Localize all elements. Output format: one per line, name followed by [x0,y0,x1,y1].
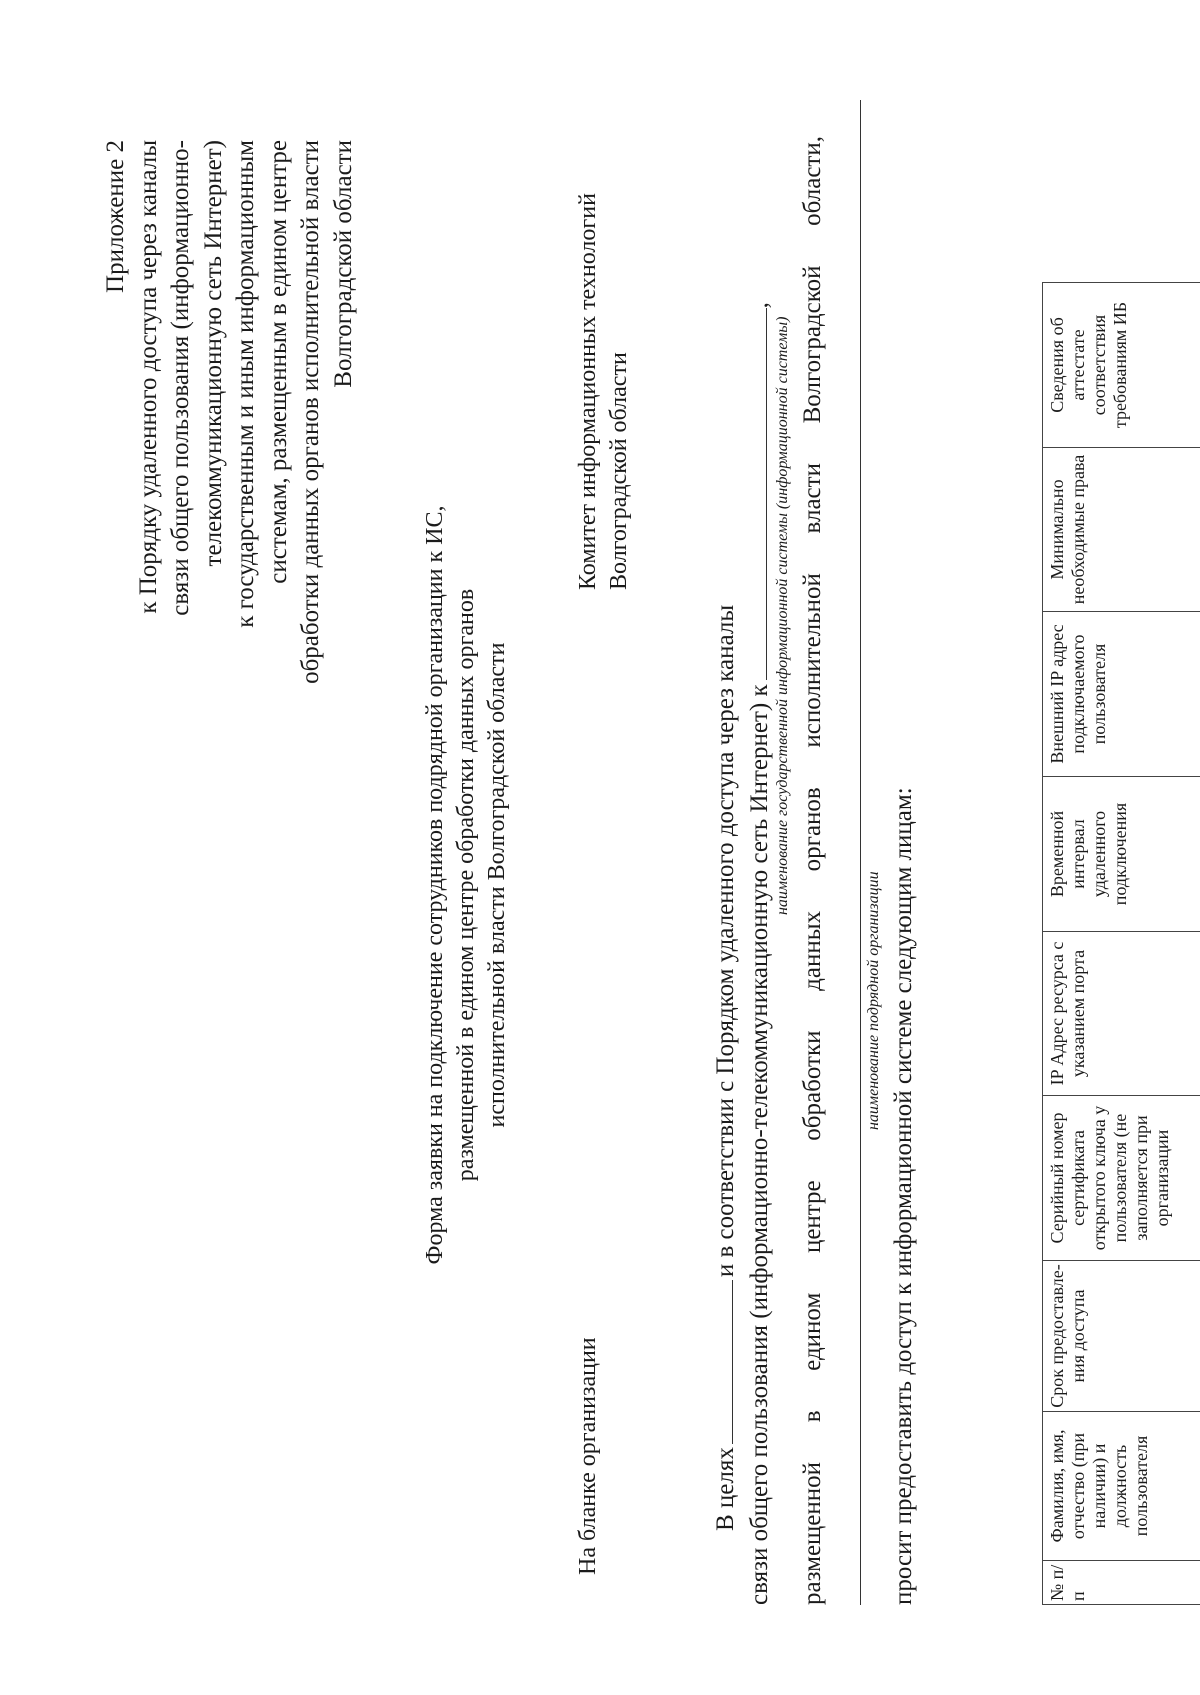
purpose-blank[interactable] [708,1280,733,1444]
body-word: в [799,1410,826,1423]
letterhead-note: На бланке организации [575,1337,601,1575]
addressee-block [573,120,635,590]
col-access-period: Срок предоставле-ния доступа [1043,1261,1200,1412]
appendix-line: Приложение 2 [102,140,129,293]
appendix-line: к государственным и иным информационным [232,140,259,628]
system-name-blank[interactable] [742,308,767,680]
table-header-row [1043,283,1200,1605]
caption-contractor-name: наименование подрядной организации [865,871,882,1130]
appendix-line: обработки данных органов исполнительной власти [297,140,324,684]
caption-system-name: наименование государственной информационной системы (информационной системы) [774,316,791,915]
appendix-line: к Порядку удаленного доступа через каналы [134,140,162,614]
body-line-2 [742,105,777,1605]
col-external-ip: Внешний IP адрес подключаемого пользователя [1043,612,1200,777]
body-line-1 [708,101,743,1531]
appendix-line: Волгоградской области [329,140,357,388]
appendix-block [100,140,360,1030]
body-word: центре [799,1180,826,1254]
form-title-line: размещенной в едином центре обработки данных органов [453,588,479,1182]
body-word: органов [799,787,826,872]
form-title-line: Форма заявки на подключение сотрудников подрядной организации к ИС, [422,505,448,1265]
col-time-interval: Временной интервал удаленного подключения [1043,777,1200,932]
col-full-name: Фамилия, имя, отчество (при наличии) и должность пользователя [1043,1412,1200,1561]
contractor-name-blank[interactable] [860,100,861,1605]
col-min-rights: Минимально необходимые права [1043,448,1200,612]
body-line-3 [797,136,830,1605]
addressee-line: Комитет информационных технологий [575,193,601,590]
body-word: исполнительной [799,573,826,748]
col-resource-ip: IP Адрес ресурса с указанием порта [1043,932,1200,1096]
body-word: Волгоградской [799,265,826,424]
appendix-line: телекоммуникационную сеть Интернет) [199,140,227,567]
form-title [420,375,513,1395]
col-certificate-serial: Серийный номер сертификата открытого ключа у пользователя (не заполняется при организации [1043,1096,1200,1261]
col-number: № п/ п [1043,1561,1200,1605]
body-word: едином [799,1292,826,1371]
body-word: размещенной [799,1461,826,1605]
body-line-4: просит предоставить доступ к информационной системе следующим лицам: [890,787,917,1605]
body-word: власти [799,463,826,534]
body-word: данных [799,910,826,991]
body-word: обработки [799,1030,826,1141]
col-certification: Сведения об аттестате соответствия требованиям ИБ [1043,283,1200,448]
body-text: связи общего пользования (информационно-телекоммуникационную сеть Интернет) к [746,684,773,1605]
users-table [1042,282,1200,1605]
body-text: , [746,302,773,309]
addressee-line: Волгоградской области [606,352,632,590]
appendix-line: системам, размещенным в едином центре [264,140,292,584]
body-text: В целях [712,1447,739,1531]
form-title-line: исполнительной власти Волгоградской области [484,642,510,1128]
body-word: области, [799,136,826,226]
body-text: и в соответствии с Порядком удаленного доступа через каналы [712,604,739,1278]
appendix-line: связи общего пользования (информационно- [167,140,194,616]
